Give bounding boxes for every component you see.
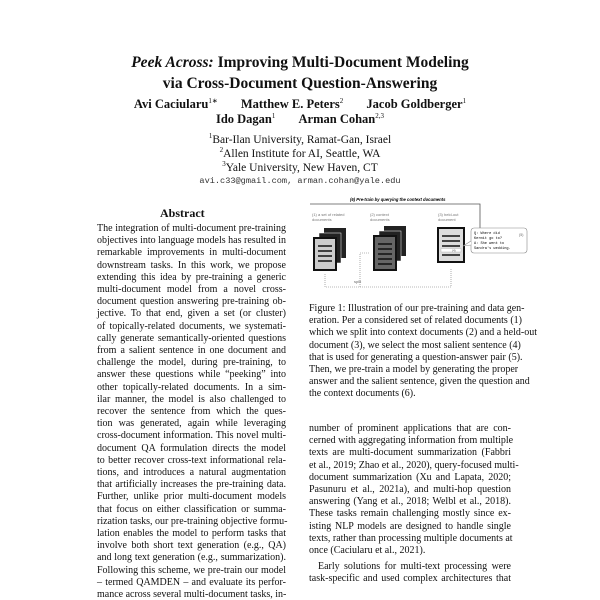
abstract-line: extending this idea by pre-training a generic <box>97 271 286 283</box>
set-label-1: (1) a set of related <box>312 212 345 217</box>
abstract-line: objectives into language models has resulted in <box>97 235 286 247</box>
abstract-line: involve both short text generation (e.g., QA) <box>97 540 286 552</box>
salient-label: (4) <box>452 248 456 253</box>
abstract-line: – termed QAMDEN – and evaluate its perfor- <box>97 576 286 588</box>
abstract-line: The integration of multi-document pre-training <box>97 223 286 234</box>
qa-text-1: Q: Where did <box>474 232 500 236</box>
abstract-line: recover the sentence from which the ques- <box>97 406 286 417</box>
abstract-line: remarkable improvements in multi-document <box>97 247 286 259</box>
body-line: et al., 2019; Zhao et al., 2020), query-focused multi- <box>309 459 519 471</box>
affiliation: $^1$Bar-Ilan University, Ramat-Gan, Israel <box>208 132 392 146</box>
abstract-line: multi-document model from a novel cross- <box>97 284 286 295</box>
abstract-line: challenge the model, during pre-training, to <box>97 357 286 369</box>
qa-text-3: A: She went to <box>474 242 505 246</box>
abstract-line: document QA formulation directs the model <box>97 442 286 454</box>
caption-line: Then, we pre-train a model by generating the proper <box>309 364 519 375</box>
body-line: number of prominent applications that are con- <box>309 423 511 434</box>
authors-line-2 <box>0 112 600 127</box>
author: Ido Dagan$^1$ <box>215 112 276 127</box>
abstract-line: tion was generated, again while leveraging <box>97 418 286 430</box>
author-emails: avi.c33@gmail.com, arman.cohan@yale.edu <box>199 176 401 186</box>
caption-line: answer and the salient sentence, given the question and <box>309 376 530 388</box>
abstract-line: downstream tasks. In this work, we propose <box>97 259 286 271</box>
body-line: texts are multi-document summarization (Fabbri <box>309 447 511 459</box>
abstract-line: lation enables the model to perform tasks that <box>97 528 286 539</box>
set-label-2: documents <box>312 217 332 222</box>
abstract-line: that artificially increases the pre-training data. <box>97 479 286 491</box>
body-line: answering (Yang et al., 2018; Welbl et al., 2018). <box>309 496 511 508</box>
author: Matthew E. Peters$^2$ <box>240 97 344 112</box>
author: Jacob Goldberger$^1$ <box>366 97 467 112</box>
body-line: once (Caciularu et al., 2021). <box>309 545 426 556</box>
abstract-line: that focus on either classification or summa- <box>97 503 286 515</box>
salient-sentence-highlight <box>441 249 461 253</box>
body-line: Pasunuru et al., 2021a), and multi-hop question <box>309 484 511 495</box>
heldout-label-1: (3) held-out <box>438 212 459 217</box>
pretrain-label: (6) Pre-train by querying the context documents <box>350 197 446 202</box>
abstract-line: Following this scheme, we pre-train our model <box>97 564 286 576</box>
abstract-line: from a salient sentence in one document and <box>97 345 286 356</box>
qa-text-2: Kermit go to? <box>474 237 503 241</box>
caption-line: eration. Per a considered set of related documents (1) <box>309 315 522 327</box>
abstract-line: to better recover cross-text informational rela- <box>97 454 286 466</box>
body-line: isting NLP models are designed to handle single <box>309 520 511 532</box>
authors-line-1 <box>0 97 600 112</box>
abstract-line: answer these questions while “peeking” into <box>97 369 286 381</box>
split-label: split <box>354 279 362 284</box>
abstract-line: ilar manner, the model is also challenged to <box>97 393 286 405</box>
heldout-document-icon <box>438 228 464 262</box>
abstract-line: of topically-related documents, we systemati- <box>97 320 286 332</box>
context-label-1: (2) context <box>370 212 389 217</box>
body-line: task-specific and used complex architectures that <box>309 573 511 585</box>
body-line: These tasks remain challenging mostly since ex- <box>309 508 511 520</box>
abstract-line: and long text generation (e.g., summarization). <box>97 552 286 564</box>
qa-text-4: Sandra's wedding. <box>474 247 511 251</box>
body-line: texts, rather than processing multiple documents at <box>309 532 513 544</box>
abstract-line: Further, unlike prior multi-document models <box>97 491 286 503</box>
caption-line: the context documents (6). <box>309 388 416 400</box>
paper-title-line-1 <box>0 54 600 72</box>
context-documents-icon <box>374 226 406 270</box>
abstract-line: other topically-related documents. In a sim- <box>97 381 286 393</box>
author: Arman Cohan$^{2,3}$ <box>298 112 385 127</box>
paper-title-line-2: via Cross-Document Question-Answering <box>162 75 438 92</box>
caption-line: document (3), we select the most salient sentence (4) <box>309 339 521 351</box>
affiliation: $^3$Yale University, New Haven, CT <box>222 160 378 174</box>
body-line: document summarization (Xu and Lapata, 2020; <box>309 471 511 483</box>
title-italic: Peek Across: <box>131 54 214 71</box>
body-line: cerned with aggregating information from multiple <box>309 435 514 447</box>
qa-callout <box>463 228 527 253</box>
abstract-line: document question answering pre-training ob- <box>97 296 286 308</box>
related-documents-icon <box>314 228 346 270</box>
author: Avi Caciularu$^{1∗}$ <box>133 97 218 112</box>
figure-1-illustration <box>310 196 530 296</box>
body-line: Early solutions for multi-text processing were <box>318 561 511 573</box>
heldout-label-2: document <box>438 217 456 222</box>
abstract-line: mance across several multi-document tasks, in- <box>97 589 287 600</box>
caption-line: which we split into context documents (2) and a held-out <box>309 327 538 339</box>
abstract-line: rization tasks, our pre-training objective formu- <box>97 515 288 527</box>
affiliation: $^2$Allen Institute for AI, Seattle, WA <box>219 146 381 160</box>
abstract-heading: Abstract <box>160 206 205 220</box>
abstract-line: tions, and introduces a natural augmentation <box>97 467 286 478</box>
qa-label: (5) <box>519 233 524 237</box>
title-rest: Improving Multi-Document Modeling <box>213 54 469 71</box>
caption-line: Figure 1: Illustration of our pre-training and data gen- <box>309 303 525 314</box>
abstract-line: jective. To that end, given a set (or cluster) <box>97 308 286 320</box>
caption-line: that is used for generating a question-answer pair (5). <box>309 351 523 363</box>
abstract-line: cally generate semantically-oriented questions <box>97 332 286 344</box>
abstract-line: cross-document information. This novel multi- <box>97 430 286 442</box>
context-label-2: documents <box>370 217 390 222</box>
